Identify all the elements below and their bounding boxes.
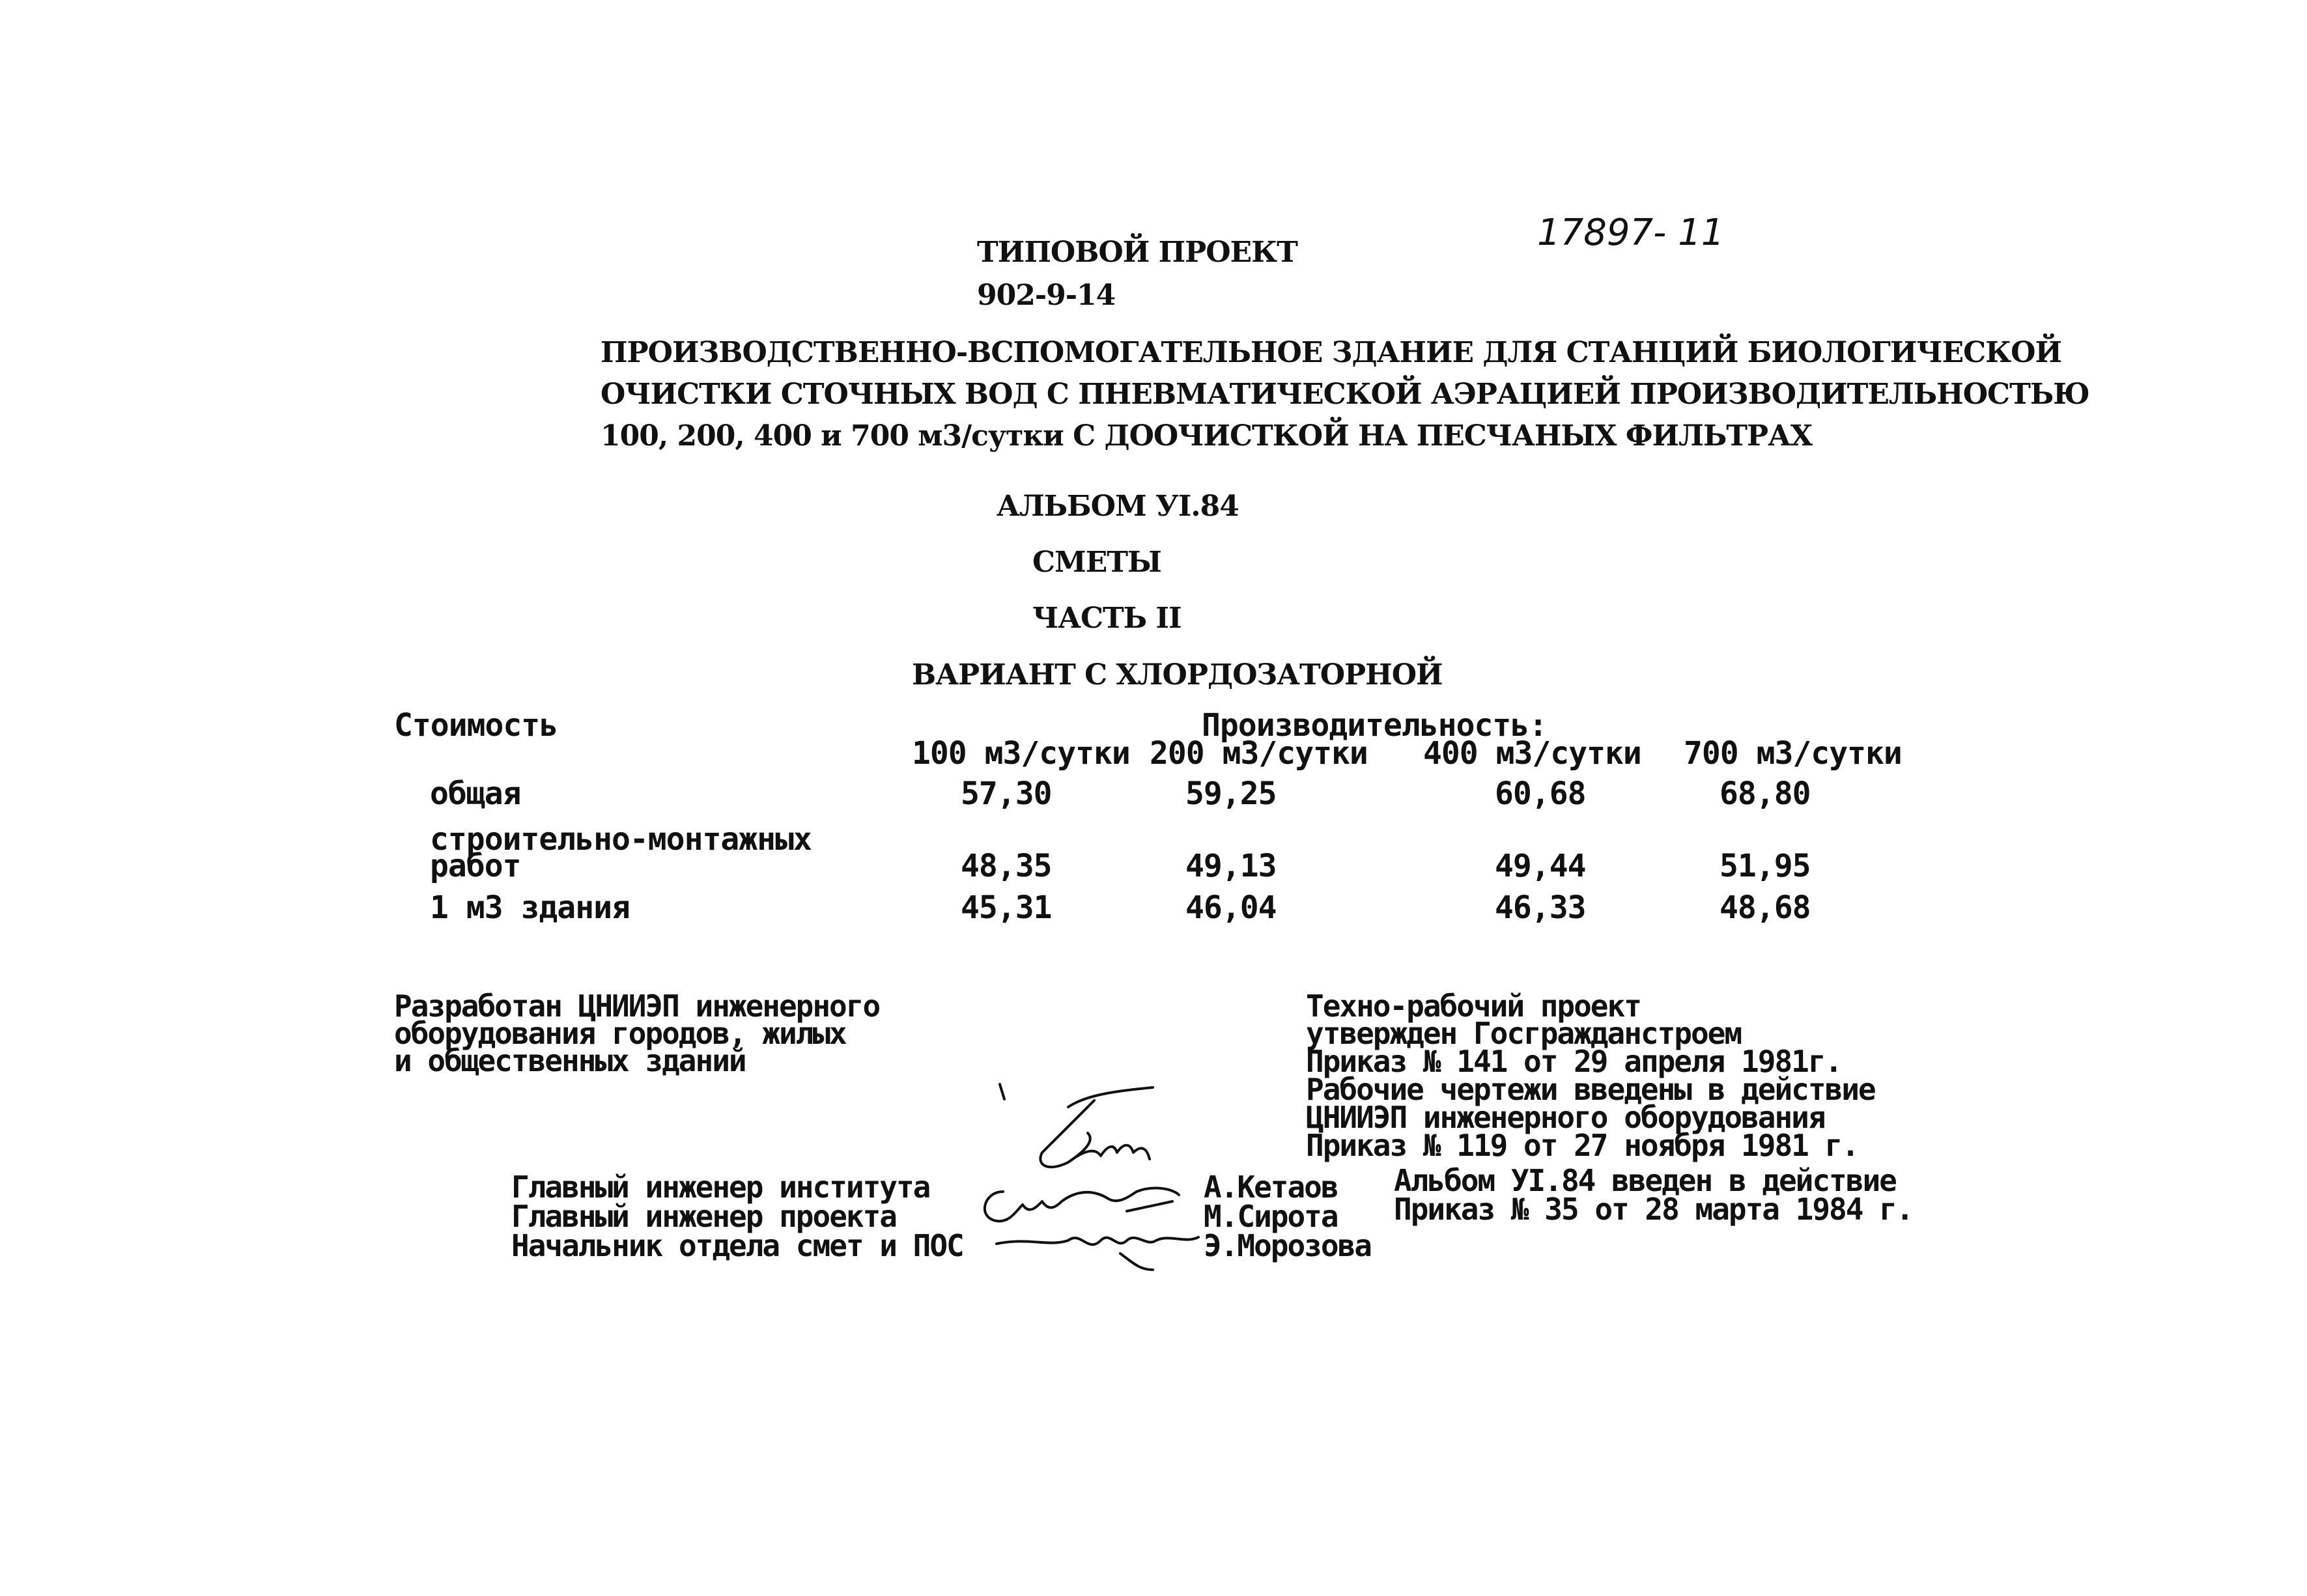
row-label: работ <box>430 848 521 884</box>
capacity-group-header: Производительность: <box>1202 707 1548 744</box>
project-description-line-1: ПРОИЗВОДСТВЕННО-ВСПОМОГАТЕЛЬНОЕ ЗДАНИЕ ДЛЯ СТАНЦИЙ БИОЛОГИЧЕСКОЙ <box>601 336 2062 369</box>
developer-line-2: оборудования городов, жилых <box>394 1016 846 1051</box>
cell-value: 48,35 <box>961 848 1052 884</box>
cell-value: 60,68 <box>1495 776 1586 812</box>
signatory-name-2: М.Сирота <box>1204 1199 1338 1234</box>
signatory-role-2: Главный инженер проекта <box>511 1199 896 1234</box>
cell-value: 46,33 <box>1495 889 1586 926</box>
cell-value: 45,31 <box>961 889 1052 926</box>
column-header-100: 100 м3/сутки <box>912 735 1130 772</box>
cell-value: 51,95 <box>1720 848 1811 884</box>
signatory-role-1: Главный инженер института <box>511 1169 930 1205</box>
title-line-2: 902-9-14 <box>977 279 1116 312</box>
approval-line-8: Приказ № 35 от 28 марта 1984 г. <box>1394 1192 1913 1227</box>
cell-value: 49,44 <box>1495 848 1586 884</box>
cell-value: 68,80 <box>1720 776 1811 812</box>
document-number: 17897- 11 <box>1537 212 1725 254</box>
approval-line-5: ЦНИИЭП инженерного оборудования <box>1306 1100 1825 1135</box>
cell-value: 59,25 <box>1185 776 1277 812</box>
signatory-name-1: А.Кетаов <box>1204 1169 1338 1205</box>
approval-line-3: Приказ № 141 от 29 апреля 1981г. <box>1306 1044 1842 1079</box>
column-header-700: 700 м3/сутки <box>1684 735 1902 772</box>
approval-line-2: утвержден Госгражданстроем <box>1306 1016 1742 1051</box>
row-label: 1 м3 здания <box>430 889 630 926</box>
signatory-name-3: Э.Морозова <box>1204 1228 1371 1263</box>
cell-value: 48,68 <box>1720 889 1811 926</box>
title-line-1: ТИПОВОЙ ПРОЕКТ <box>977 236 1297 269</box>
developer-line-3: и общественных зданий <box>394 1043 746 1078</box>
row-label: общая <box>430 776 521 812</box>
cost-row-header: Стоимость <box>394 707 558 744</box>
approval-line-7: Альбом УI.84 введен в действие <box>1394 1163 1896 1198</box>
developer-line-1: Разработан ЦНИИЭП инженерного <box>394 988 880 1024</box>
cell-value: 49,13 <box>1185 848 1277 884</box>
approval-line-1: Техно-рабочий проект <box>1306 988 1641 1024</box>
album-title: АЛЬБОМ УI.84 <box>997 490 1239 523</box>
cell-value: 57,30 <box>961 776 1052 812</box>
approval-line-6: Приказ № 119 от 27 ноября 1981 г. <box>1306 1128 1858 1163</box>
signature-head-estimates-department <box>990 1218 1211 1276</box>
signatory-role-3: Начальник отдела смет и ПОС <box>511 1228 963 1263</box>
project-description-line-3: 100, 200, 400 и 700 м3/сутки С ДООЧИСТКОЙ НА ПЕСЧАНЫХ ФИЛЬТРАХ <box>601 419 1813 453</box>
variant-title: ВАРИАНТ С ХЛОРДОЗАТОРНОЙ <box>912 658 1443 692</box>
row-label: строительно-монтажных <box>430 821 812 858</box>
section-title: СМЕТЫ <box>1032 546 1161 579</box>
cell-value: 46,04 <box>1185 889 1277 926</box>
column-header-400: 400 м3/сутки <box>1423 735 1641 772</box>
part-title: ЧАСТЬ II <box>1032 602 1182 635</box>
column-header-200: 200 м3/сутки <box>1150 735 1368 772</box>
approval-line-4: Рабочие чертежи введены в действие <box>1306 1072 1875 1107</box>
project-description-line-2: ОЧИСТКИ СТОЧНЫХ ВОД С ПНЕВМАТИЧЕСКОЙ АЭРАЦИЕЙ ПРОИЗВОДИТЕЛЬНОСТЬЮ <box>601 378 2089 411</box>
